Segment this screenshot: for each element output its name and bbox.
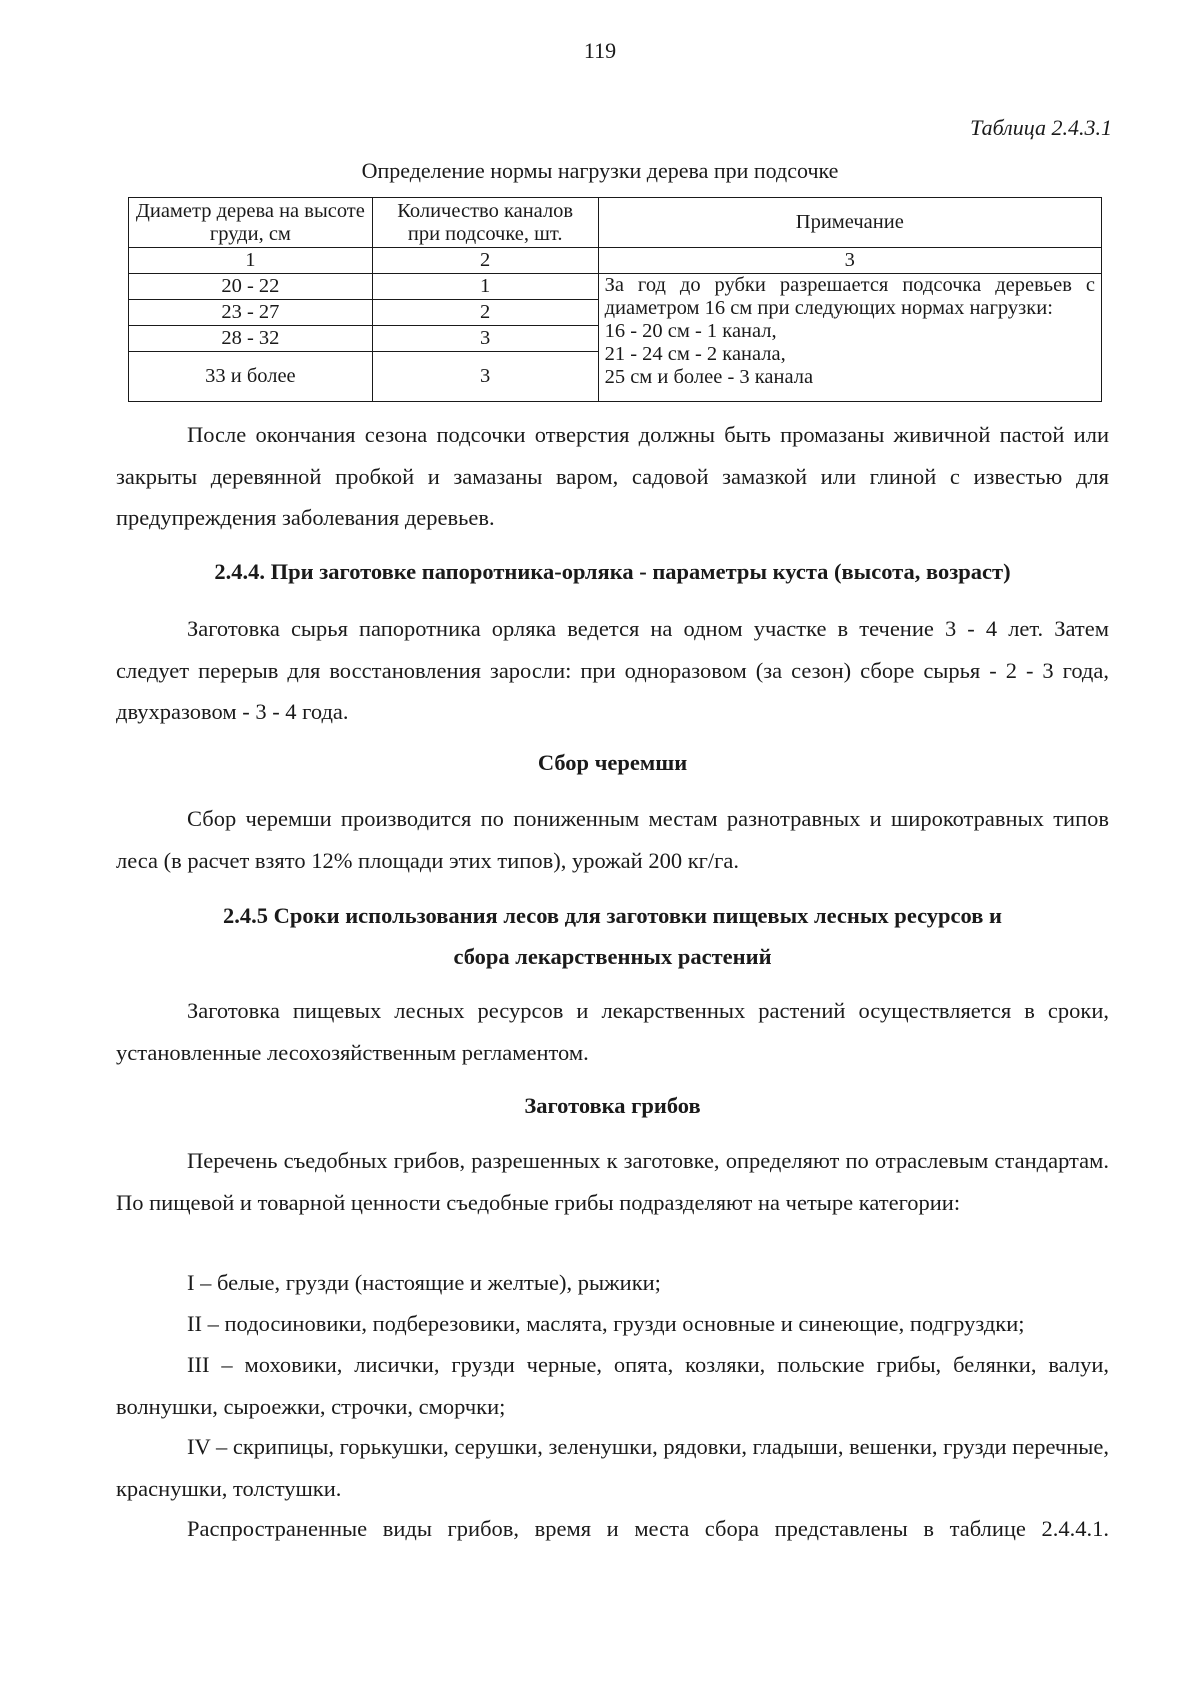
diameter-cell: 20 - 22 xyxy=(129,274,373,300)
paragraph-fern: Заготовка сырья папоротника орляка ведется на одном участке в течение 3 - 4 лет. Затем следует перерыв для восстановления заросли: при одноразовом (за сезон) сборе сырья - 2 - 3 года, двухразовом - 3 - 4 года. xyxy=(116,616,1109,724)
header-note: Примечание xyxy=(598,198,1101,248)
mushroom-category-2: II – подосиновики, подберезовики, маслята, грузди основные и синеющие, подгруздки; xyxy=(187,1311,1025,1336)
header-diameter: Диаметр дерева на высоте груди, см xyxy=(129,198,373,248)
column-number: 1 xyxy=(129,248,373,274)
channels-cell: 1 xyxy=(372,274,598,300)
note-line: диаметром 16 см при следующих нормах нагрузки: xyxy=(604,297,1053,319)
paragraph-mushrooms-intro: Перечень съедобных грибов, разрешенных к заготовке, определяют по отраслевым стандартам. По пищевой и товарной ценности съедобные грибы подразделяют на четыре категории: xyxy=(116,1148,1109,1215)
mushroom-category-4: IV – скрипицы, горькушки, серушки, зеленушки, рядовки, гладыши, вешенки, грузди перечные, краснушки, толстушки. xyxy=(116,1434,1109,1501)
mushroom-category-3: III – моховики, лисички, грузди черные, опята, козляки, польские грибы, белянки, валуи, волнушки, сыроежки, строчки, сморчки; xyxy=(116,1352,1109,1419)
diameter-cell: 23 - 27 xyxy=(129,300,373,326)
table-title: Определение нормы нагрузки дерева при подсочке xyxy=(361,158,839,183)
heading-mushrooms: Заготовка грибов xyxy=(524,1093,701,1118)
table-number: Таблица 2.4.3.1 xyxy=(970,115,1112,140)
column-number: 2 xyxy=(372,248,598,274)
diameter-cell: 33 и более xyxy=(129,352,373,402)
table-header-row xyxy=(129,198,1102,248)
mushroom-category-1: I – белые, грузди (настоящие и желтые), рыжики; xyxy=(187,1270,661,1295)
heading-2-4-5-line-1: 2.4.5 Сроки использования лесов для заготовки пищевых лесных ресурсов и xyxy=(223,903,1002,928)
paragraph-ramson: Сбор черемши производится по пониженным местам разнотравных и широкотравных типов леса (в расчет взято 12% площади этих типов), урожай 200 кг/га. xyxy=(116,806,1109,873)
heading-2-4-4: 2.4.4. При заготовке папоротника-орляка - параметры куста (высота, возраст) xyxy=(214,559,1011,584)
header-channels: Количество каналов при подсочке, шт. xyxy=(372,198,598,248)
column-number: 3 xyxy=(598,248,1101,274)
note-line: За год до рубки разрешается подсочка деревьев с xyxy=(604,274,1095,296)
paragraph-after-season: После окончания сезона подсочки отверстия должны быть промазаны живичной пастой или закрыты деревянной пробкой и замазаны варом, садовой замазкой или глиной с известью для предупреждения заболевания деревьев. xyxy=(116,422,1109,530)
heading-2-4-5-line-2: сбора лекарственных растений xyxy=(453,944,772,969)
heading-ramson: Сбор черемши xyxy=(537,750,688,775)
paragraph-last: Распространенные виды грибов, время и места сбора представлены в таблице 2.4.4.1. xyxy=(187,1516,1109,1541)
channels-cell: 3 xyxy=(372,326,598,352)
page-number: 119 xyxy=(583,38,617,63)
table-row xyxy=(129,274,1102,300)
note-line: 21 - 24 см - 2 канала, xyxy=(604,343,786,365)
table-column-numbers xyxy=(129,248,1102,274)
note-cell xyxy=(598,274,1101,402)
paragraph-terms: Заготовка пищевых лесных ресурсов и лекарственных растений осуществляется в сроки, установленные лесохозяйственным регламентом. xyxy=(116,998,1109,1065)
note-line: 25 см и более - 3 канала xyxy=(604,366,814,388)
note-line: 16 - 20 см - 1 канал, xyxy=(604,320,777,342)
loading-norm-table xyxy=(128,197,1102,402)
channels-cell: 2 xyxy=(372,300,598,326)
channels-cell: 3 xyxy=(372,352,598,402)
diameter-cell: 28 - 32 xyxy=(129,326,373,352)
